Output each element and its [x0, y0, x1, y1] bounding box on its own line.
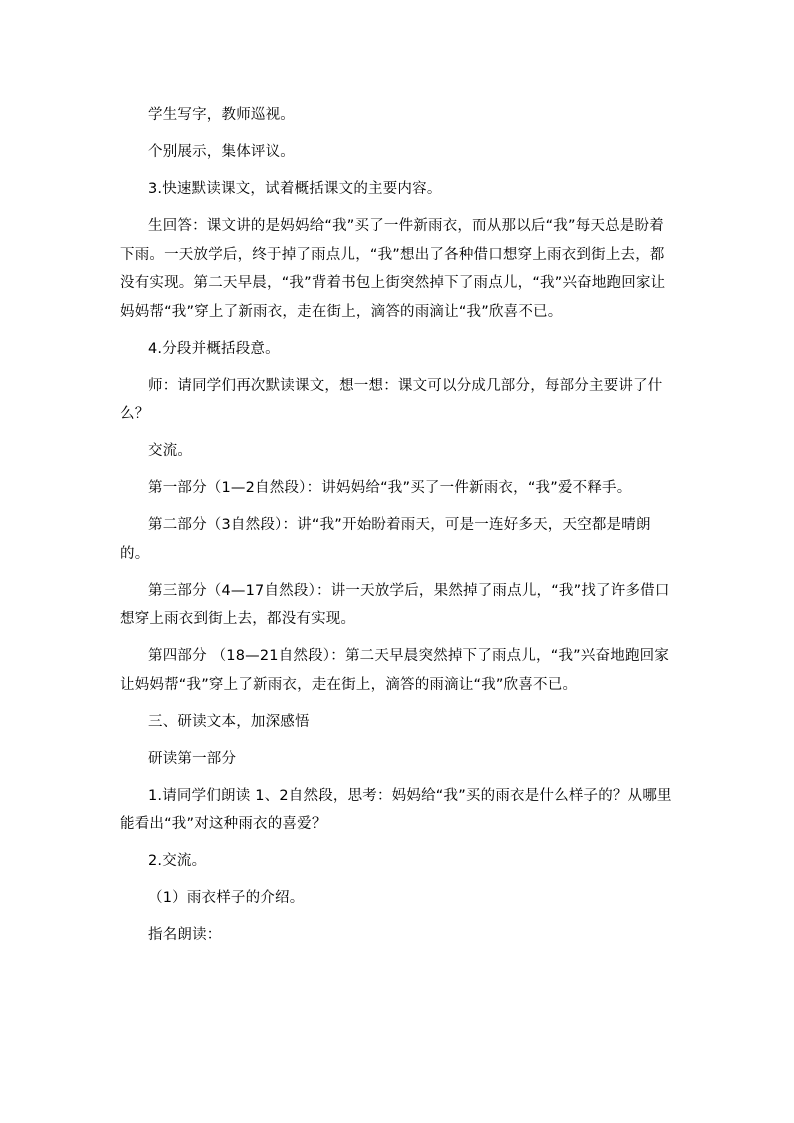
- document-body: [120, 101, 675, 958]
- section-heading: 三、研读文本，加深感悟: [148, 713, 310, 730]
- paragraph: 交流。: [148, 443, 193, 459]
- paragraph: 第三部分（4—17自然段）：讲一天放学后，果然掉了雨点儿，“我”找了许多借口想穿上雨衣到街上去，都没有实现。: [120, 582, 670, 627]
- paragraph: 学生写字，教师巡视。: [148, 107, 295, 123]
- paragraph: 指名朗读：: [148, 927, 222, 943]
- paragraph: 生回答：课文讲的是妈妈给“我”买了一件新雨衣，而从那以后“我”每天总是盼着下雨。一天放学后，终于掉了雨点儿，“我”想出了各种借口想穿上雨衣到街上去，都没有实现。第二天早晨，“我”背着书包上街突然掉下了雨点儿，“我”兴奋地跑回家让妈妈帮“我”穿上了新雨衣，走在街上，滴答的雨滴让“我”欣喜不已。: [120, 218, 666, 320]
- subsection-heading: 研读第一部分: [148, 750, 237, 767]
- paragraph: 个别展示，集体评议。: [148, 144, 295, 160]
- paragraph: 第二部分（3自然段）：讲“我”开始盼着雨天，可是一连好多天，天空都是晴朗的。: [120, 517, 651, 562]
- paragraph: 4.分段并概括段意。: [148, 340, 280, 357]
- paragraph: 2.交流。: [148, 853, 207, 869]
- paragraph: 师：请同学们再次默读课文，想一想：课文可以分成几部分，每部分主要讲了什么？: [120, 377, 663, 422]
- paragraph: （1）雨衣样子的介绍。: [148, 890, 305, 906]
- paragraph: 第四部分 （18—21自然段）：第二天早晨突然掉下了雨点儿，“我”兴奋地跑回家让妈妈帮“我”穿上了新雨衣，走在街上，滴答的雨滴让“我”欣喜不已。: [120, 648, 670, 693]
- paragraph: 3.快速默读课文，试着概括课文的主要内容。: [148, 181, 442, 197]
- paragraph: 1.请同学们朗读 1、2自然段，思考：妈妈给“我”买的雨衣是什么样子的？从哪里能看出“我”对这种雨衣的喜爱？: [120, 787, 672, 832]
- paragraph: 第一部分（1—2自然段）：讲妈妈给“我”买了一件新雨衣，“我”爱不释手。: [148, 480, 632, 496]
